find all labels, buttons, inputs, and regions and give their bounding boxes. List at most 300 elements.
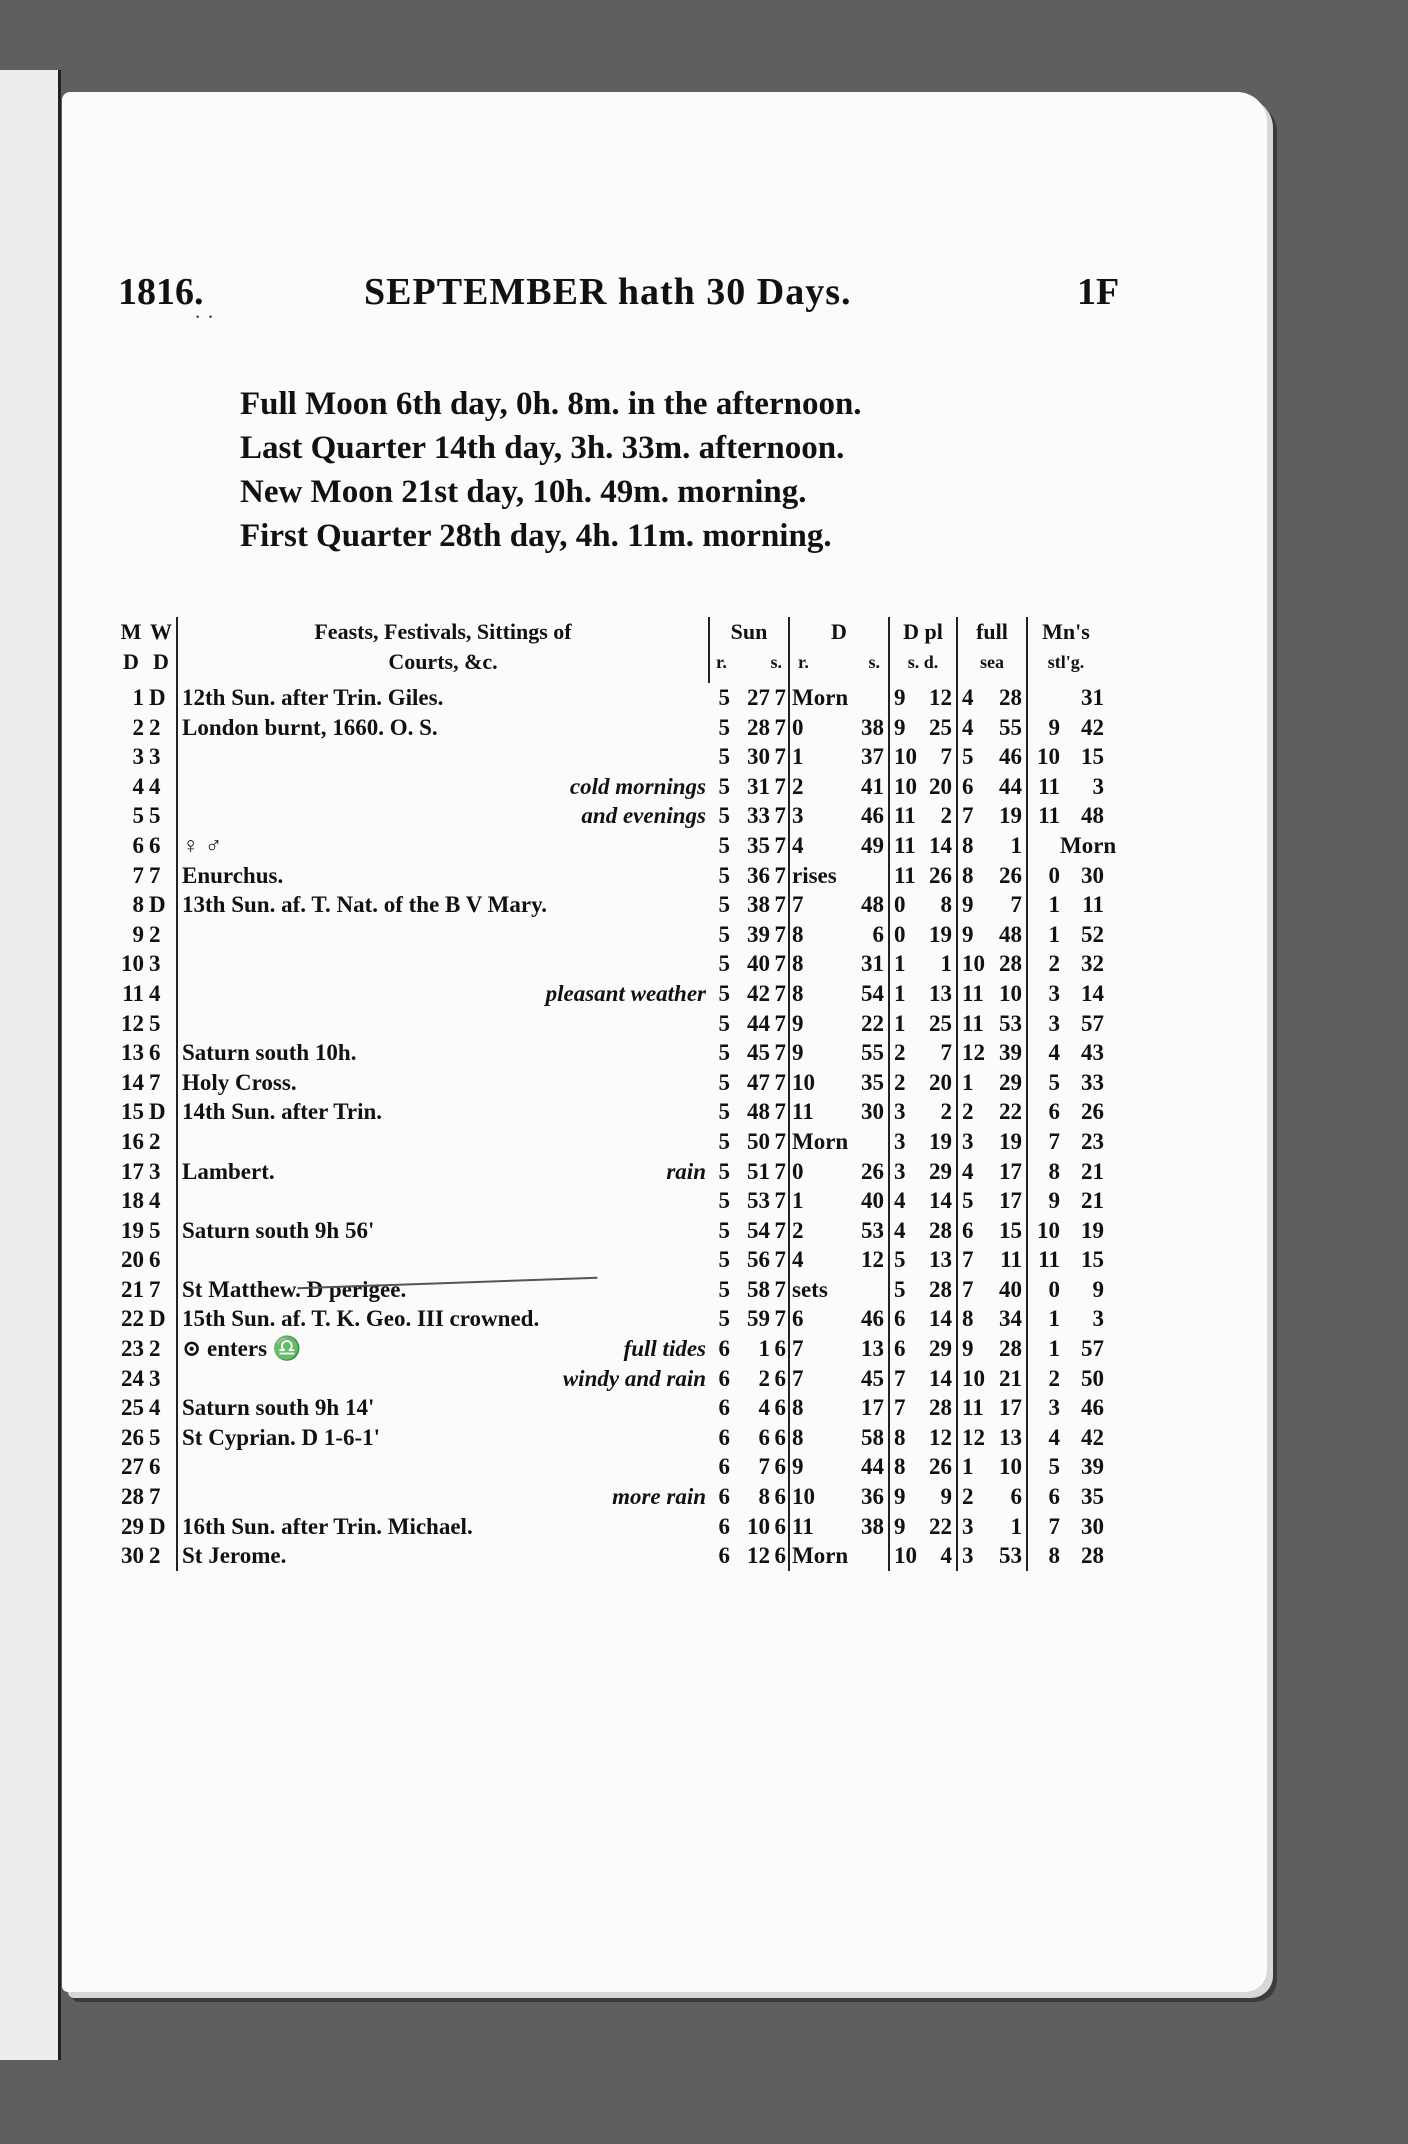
header-moon-place: D pl s. d. bbox=[890, 617, 958, 683]
cell-moon-place-sign: 9 bbox=[894, 714, 906, 740]
table-row bbox=[116, 1216, 1264, 1246]
cell-sun-set: 6 bbox=[770, 1423, 790, 1453]
table-row bbox=[116, 1275, 1264, 1305]
feast-text: Holy Cross. bbox=[182, 1069, 297, 1095]
cell-moon-place-sign: 1 bbox=[894, 980, 906, 1006]
cell-southing-minute: 35 bbox=[1081, 1484, 1104, 1510]
cell-moon-place-degree: 19 bbox=[916, 1127, 958, 1157]
cell-feast bbox=[178, 1393, 708, 1423]
cell-week-day: 4 bbox=[146, 772, 178, 802]
cell-moon-place-degree: 14 bbox=[916, 1364, 958, 1394]
cell-southing-minute: 30 bbox=[1081, 1513, 1104, 1539]
cell-moon-rise: 0 bbox=[792, 1158, 804, 1184]
cell-month-day: 28 bbox=[121, 1484, 144, 1510]
weather-note: full tides bbox=[623, 1336, 706, 1362]
cell-sun-minute: 1 bbox=[758, 1336, 770, 1362]
almanac-table bbox=[116, 617, 1264, 1571]
cell-sun-set: 7 bbox=[770, 890, 790, 920]
table-row bbox=[116, 1068, 1264, 1098]
cell-full-sea-minute: 44 bbox=[988, 772, 1028, 802]
feast-text: 15th Sun. af. T. K. Geo. III crowned. bbox=[182, 1306, 540, 1332]
cell-sun-set: 7 bbox=[770, 683, 790, 713]
cell-sun-minute: 35 bbox=[747, 832, 770, 858]
cell-sun-rise: 5 bbox=[718, 1217, 730, 1243]
cell-month-day: 25 bbox=[121, 1395, 144, 1421]
cell-sun-rise: 5 bbox=[718, 832, 730, 858]
table-row bbox=[116, 1482, 1264, 1512]
table-row bbox=[116, 1127, 1264, 1157]
cell-full-sea-hour: 4 bbox=[962, 685, 974, 710]
cell-sun-rise: 6 bbox=[718, 1454, 730, 1480]
cell-sun-rise: 5 bbox=[718, 892, 730, 918]
cell-sun-minute: 56 bbox=[747, 1247, 770, 1273]
cell-sun-rise: 6 bbox=[718, 1336, 730, 1362]
page-header bbox=[62, 270, 1267, 330]
cell-feast bbox=[178, 1423, 708, 1453]
cell-moon-set: 54 bbox=[848, 979, 890, 1009]
cell-moon-place-degree: 7 bbox=[916, 742, 958, 772]
cell-week-day: D bbox=[146, 890, 178, 920]
feast-text: 13th Sun. af. T. Nat. of the B V Mary. bbox=[182, 892, 548, 918]
cell-week-day: D bbox=[146, 683, 178, 713]
cell-moon-set: 36 bbox=[848, 1482, 890, 1512]
cell-moon-rise: 3 bbox=[792, 803, 804, 829]
cell-southing-hour: 6 bbox=[1048, 1099, 1060, 1125]
cell-southing-minute: 26 bbox=[1081, 1099, 1104, 1125]
cell-moon-set: 46 bbox=[848, 1304, 890, 1334]
cell-sun-minute: 53 bbox=[747, 1188, 770, 1214]
cell-full-sea-minute: 28 bbox=[988, 1334, 1028, 1364]
cell-sun-set: 7 bbox=[770, 979, 790, 1009]
cell-sun-rise: 5 bbox=[718, 1276, 730, 1302]
cell-feast bbox=[178, 801, 708, 831]
cell-southing-minute: 42 bbox=[1081, 714, 1104, 740]
cell-full-sea-minute: 19 bbox=[988, 801, 1028, 831]
cell-sun-minute: 2 bbox=[758, 1365, 770, 1391]
cell-southing-minute: 52 bbox=[1081, 921, 1104, 947]
table-row bbox=[116, 683, 1264, 713]
cell-southing-minute: 57 bbox=[1081, 1336, 1104, 1362]
cell-moon-place-degree: 14 bbox=[916, 1304, 958, 1334]
cell-full-sea-minute: 21 bbox=[988, 1364, 1028, 1394]
cell-full-sea-hour: 11 bbox=[962, 980, 984, 1006]
cell-moon-place-sign: 8 bbox=[894, 1454, 906, 1480]
feast-text: ♀ ♂ bbox=[182, 832, 223, 858]
cell-moon-rise: 9 bbox=[792, 1010, 804, 1036]
cell-month-day: 22 bbox=[121, 1306, 144, 1332]
cell-moon-place-degree: 29 bbox=[916, 1157, 958, 1187]
cell-sun-set: 6 bbox=[770, 1452, 790, 1482]
cell-southing-hour: 8 bbox=[1048, 1543, 1060, 1569]
cell-moon-place-degree: 2 bbox=[916, 801, 958, 831]
feast-text: Enurchus. bbox=[182, 862, 284, 888]
cell-moon-rise: 4 bbox=[792, 832, 804, 858]
cell-moon-place-degree: 2 bbox=[916, 1097, 958, 1127]
cell-feast bbox=[178, 742, 708, 772]
cell-full-sea-hour: 11 bbox=[962, 1010, 984, 1036]
feast-text: 14th Sun. after Trin. bbox=[182, 1099, 383, 1125]
cell-full-sea-hour: 6 bbox=[962, 773, 974, 799]
cell-sun-set: 7 bbox=[770, 1127, 790, 1157]
cell-sun-set: 7 bbox=[770, 1304, 790, 1334]
cell-southing-minute: 9 bbox=[1092, 1276, 1104, 1302]
cell-sun-minute: 51 bbox=[747, 1158, 770, 1184]
cell-moon-rise: 8 bbox=[792, 951, 804, 977]
cell-sun-rise: 5 bbox=[718, 1247, 730, 1273]
weather-note: rain bbox=[666, 1158, 706, 1184]
phase-new-moon: New Moon 21st day, 10h. 49m. morning. bbox=[240, 474, 807, 510]
cell-month-day: 1 bbox=[132, 685, 144, 710]
header-moon: D r. s. bbox=[790, 617, 890, 683]
cell-sun-minute: 40 bbox=[747, 951, 770, 977]
cell-week-day: D bbox=[146, 1097, 178, 1127]
header-year: 1816. bbox=[118, 271, 204, 313]
cell-week-day: 5 bbox=[146, 1216, 178, 1246]
cell-sun-minute: 30 bbox=[747, 744, 770, 770]
cell-moon-set: 38 bbox=[848, 713, 890, 743]
cell-sun-rise: 6 bbox=[718, 1543, 730, 1569]
cell-moon-set: 45 bbox=[848, 1364, 890, 1394]
cell-feast bbox=[178, 713, 708, 743]
cell-moon-place-sign: 10 bbox=[894, 773, 917, 799]
cell-moon-place-degree: 7 bbox=[916, 1038, 958, 1068]
cell-moon-rise: 1 bbox=[792, 1188, 804, 1214]
cell-moon-set: 38 bbox=[848, 1512, 890, 1542]
cell-southing-hour bbox=[1028, 683, 1060, 713]
header-feasts: Feasts, Festivals, Sittings of Courts, &c. bbox=[314, 619, 572, 674]
moon-phases bbox=[240, 382, 862, 558]
cell-moon-rise: 11 bbox=[792, 1513, 814, 1539]
cell-sun-minute: 10 bbox=[747, 1513, 770, 1539]
cell-week-day: 3 bbox=[146, 949, 178, 979]
cell-month-day: 6 bbox=[132, 832, 144, 858]
cell-moon-rise: Morn bbox=[792, 1128, 849, 1154]
feast-text: Lambert. bbox=[182, 1158, 275, 1184]
cell-southing-minute: 3 bbox=[1092, 1306, 1104, 1332]
cell-full-sea-hour: 3 bbox=[962, 1128, 974, 1154]
cell-sun-set: 6 bbox=[770, 1482, 790, 1512]
table-row bbox=[116, 1393, 1264, 1423]
cell-sun-set: 7 bbox=[770, 742, 790, 772]
cell-moon-place-degree: 13 bbox=[916, 1245, 958, 1275]
cell-sun-set: 6 bbox=[770, 1334, 790, 1364]
cell-full-sea-hour: 7 bbox=[962, 1247, 974, 1273]
cell-full-sea-hour: 3 bbox=[962, 1543, 974, 1569]
cell-month-day: 26 bbox=[121, 1424, 144, 1450]
cell-sun-minute: 59 bbox=[747, 1306, 770, 1332]
cell-week-day: 2 bbox=[146, 1127, 178, 1157]
feast-text: Saturn south 10h. bbox=[182, 1040, 357, 1066]
cell-moon-place-degree: 28 bbox=[916, 1393, 958, 1423]
table-row bbox=[116, 713, 1264, 743]
table-row bbox=[116, 979, 1264, 1009]
cell-full-sea-hour: 7 bbox=[962, 803, 974, 829]
cell-sun-set: 7 bbox=[770, 1068, 790, 1098]
cell-moon-place-sign: 6 bbox=[894, 1336, 906, 1362]
cell-moon-set bbox=[848, 1541, 890, 1571]
cell-full-sea-minute: 1 bbox=[988, 831, 1028, 861]
weather-note: pleasant weather bbox=[545, 980, 706, 1006]
cell-week-day: 6 bbox=[146, 1245, 178, 1275]
feast-text: 12th Sun. after Trin. Giles. bbox=[182, 685, 444, 710]
header-month-day: M D bbox=[120, 619, 142, 674]
weather-note: more rain bbox=[612, 1484, 706, 1510]
feast-text: St Cyprian. D 1-6-1' bbox=[182, 1424, 381, 1450]
cell-sun-rise: 5 bbox=[718, 714, 730, 740]
cell-moon-set: 30 bbox=[848, 1097, 890, 1127]
cell-southing-hour: 2 bbox=[1048, 1365, 1060, 1391]
cell-sun-set: 7 bbox=[770, 1157, 790, 1187]
cell-sun-minute: 4 bbox=[758, 1395, 770, 1421]
cell-month-day: 16 bbox=[121, 1128, 144, 1154]
cell-moon-place-sign: 3 bbox=[894, 1158, 906, 1184]
table-row bbox=[116, 1245, 1264, 1275]
cell-feast bbox=[178, 831, 708, 861]
cell-moon-set: 35 bbox=[848, 1068, 890, 1098]
cell-week-day: D bbox=[146, 1512, 178, 1542]
cell-sun-rise: 6 bbox=[718, 1424, 730, 1450]
cell-moon-place-sign: 10 bbox=[894, 744, 917, 770]
cell-moon-set: 6 bbox=[848, 920, 890, 950]
cell-moon-place-degree: 9 bbox=[916, 1482, 958, 1512]
table-row bbox=[116, 890, 1264, 920]
cell-moon-place-sign: 4 bbox=[894, 1188, 906, 1214]
cell-week-day: 3 bbox=[146, 1364, 178, 1394]
cell-full-sea-minute: 7 bbox=[988, 890, 1028, 920]
cell-full-sea-hour: 9 bbox=[962, 1336, 974, 1362]
cell-full-sea-minute: 46 bbox=[988, 742, 1028, 772]
cell-feast bbox=[178, 1186, 708, 1216]
cell-southing-hour: 3 bbox=[1048, 1395, 1060, 1421]
cell-moon-rise: 4 bbox=[792, 1247, 804, 1273]
cell-feast bbox=[178, 920, 708, 950]
cell-sun-rise: 5 bbox=[718, 803, 730, 829]
cell-southing-minute: 48 bbox=[1081, 803, 1104, 829]
cell-southing-hour: 5 bbox=[1048, 1454, 1060, 1480]
cell-sun-minute: 7 bbox=[758, 1454, 770, 1480]
cell-southing-minute: 33 bbox=[1081, 1069, 1104, 1095]
cell-moon-place-degree: 14 bbox=[916, 831, 958, 861]
cell-southing-minute: 21 bbox=[1081, 1188, 1104, 1214]
cell-moon-set bbox=[848, 1275, 890, 1305]
table-header bbox=[116, 617, 1264, 683]
cell-full-sea-hour: 1 bbox=[962, 1069, 974, 1095]
cell-moon-place-degree: 25 bbox=[916, 1009, 958, 1039]
cell-feast bbox=[178, 1334, 708, 1364]
cell-sun-set: 7 bbox=[770, 772, 790, 802]
cell-sun-set: 6 bbox=[770, 1541, 790, 1571]
cell-southing-hour: 3 bbox=[1048, 980, 1060, 1006]
cell-full-sea-minute: 6 bbox=[988, 1482, 1028, 1512]
cell-moon-place-sign: 0 bbox=[894, 921, 906, 947]
feast-text: 16th Sun. after Trin. Michael. bbox=[182, 1513, 473, 1539]
cell-southing-hour: 3 bbox=[1048, 1010, 1060, 1036]
cell-moon-place-sign: 3 bbox=[894, 1128, 906, 1154]
cell-month-day: 13 bbox=[121, 1040, 144, 1066]
cell-sun-minute: 12 bbox=[747, 1543, 770, 1569]
cell-moon-place-sign: 7 bbox=[894, 1365, 906, 1391]
cell-month-day: 27 bbox=[121, 1454, 144, 1480]
header-title: SEPTEMBER hath 30 Days. bbox=[364, 271, 852, 313]
cell-moon-rise: 2 bbox=[792, 1217, 804, 1243]
cell-sun-minute: 44 bbox=[747, 1010, 770, 1036]
cell-moon-rise: 7 bbox=[792, 1365, 804, 1391]
cell-sun-rise: 5 bbox=[718, 1128, 730, 1154]
cell-southing-minute: 57 bbox=[1081, 1010, 1104, 1036]
table-row bbox=[116, 949, 1264, 979]
cell-sun-set: 7 bbox=[770, 861, 790, 891]
cell-moon-set: 44 bbox=[848, 1452, 890, 1482]
cell-sun-set: 7 bbox=[770, 1216, 790, 1246]
cell-moon-set: 41 bbox=[848, 772, 890, 802]
cell-sun-rise: 5 bbox=[718, 773, 730, 799]
cell-moon-place-degree: 14 bbox=[916, 1186, 958, 1216]
cell-sun-rise: 6 bbox=[718, 1484, 730, 1510]
cell-full-sea-hour: 7 bbox=[962, 1276, 974, 1302]
cell-full-sea-hour: 8 bbox=[962, 832, 974, 858]
header-moon-southing: Mn's stl'g. bbox=[1042, 619, 1090, 672]
cell-moon-rise: 0 bbox=[792, 714, 804, 740]
cell-moon-place-degree: 20 bbox=[916, 1068, 958, 1098]
cell-sun-set: 7 bbox=[770, 1275, 790, 1305]
cell-sun-rise: 5 bbox=[718, 685, 730, 710]
cell-sun-set: 7 bbox=[770, 1186, 790, 1216]
cell-sun-set: 7 bbox=[770, 920, 790, 950]
cell-moon-set bbox=[848, 861, 890, 891]
cell-week-day: 6 bbox=[146, 831, 178, 861]
cell-feast bbox=[178, 949, 708, 979]
table-row bbox=[116, 1097, 1264, 1127]
cell-sun-minute: 48 bbox=[747, 1099, 770, 1125]
cell-full-sea-minute: 29 bbox=[988, 1068, 1028, 1098]
cell-moon-set: 48 bbox=[848, 890, 890, 920]
cell-full-sea-minute: 28 bbox=[988, 949, 1028, 979]
cell-sun-set: 6 bbox=[770, 1364, 790, 1394]
feast-text: London burnt, 1660. O. S. bbox=[182, 714, 438, 740]
cell-sun-rise: 5 bbox=[718, 862, 730, 888]
cell-moon-set: 40 bbox=[848, 1186, 890, 1216]
almanac-page bbox=[62, 92, 1267, 1992]
cell-feast bbox=[178, 1452, 708, 1482]
cell-feast bbox=[178, 861, 708, 891]
cell-feast bbox=[178, 772, 708, 802]
cell-moon-place-sign: 9 bbox=[894, 1513, 906, 1539]
cell-southing-hour: 4 bbox=[1048, 1424, 1060, 1450]
cell-sun-minute: 31 bbox=[747, 773, 770, 799]
cell-sun-set: 7 bbox=[770, 1245, 790, 1275]
table-row bbox=[116, 772, 1264, 802]
adjacent-page-edge bbox=[0, 70, 61, 2060]
cell-week-day: 7 bbox=[146, 861, 178, 891]
cell-moon-place-sign: 1 bbox=[894, 951, 906, 977]
cell-sun-rise: 5 bbox=[718, 1306, 730, 1332]
cell-moon-place-degree: 8 bbox=[916, 890, 958, 920]
cell-sun-minute: 47 bbox=[747, 1069, 770, 1095]
cell-full-sea-hour: 4 bbox=[962, 714, 974, 740]
weather-note: windy and rain bbox=[562, 1365, 706, 1391]
cell-southing-hour: 7 bbox=[1048, 1128, 1060, 1154]
cell-southing-hour: 8 bbox=[1048, 1158, 1060, 1184]
table-row bbox=[116, 1364, 1264, 1394]
cell-sun-minute: 45 bbox=[747, 1040, 770, 1066]
cell-moon-place-sign: 3 bbox=[894, 1099, 906, 1125]
table-row bbox=[116, 1038, 1264, 1068]
cell-sun-rise: 5 bbox=[718, 1069, 730, 1095]
cell-moon-place-degree: 25 bbox=[916, 713, 958, 743]
cell-sun-rise: 5 bbox=[718, 951, 730, 977]
cell-moon-rise: 8 bbox=[792, 1395, 804, 1421]
cell-full-sea-minute: 17 bbox=[988, 1186, 1028, 1216]
cell-moon-set: 12 bbox=[848, 1245, 890, 1275]
cell-week-day: 2 bbox=[146, 1541, 178, 1571]
cell-moon-place-sign: 9 bbox=[894, 1484, 906, 1510]
table-row bbox=[116, 1512, 1264, 1542]
cell-moon-rise: 1 bbox=[792, 744, 804, 770]
cell-full-sea-hour: 12 bbox=[962, 1424, 985, 1450]
cell-moon-place-sign: 4 bbox=[894, 1217, 906, 1243]
cell-southing-hour: 10 bbox=[1037, 744, 1060, 770]
cell-week-day: 5 bbox=[146, 1009, 178, 1039]
cell-feast bbox=[178, 890, 708, 920]
cell-full-sea-minute: 17 bbox=[988, 1393, 1028, 1423]
cell-full-sea-hour: 2 bbox=[962, 1484, 974, 1510]
table-row bbox=[116, 1334, 1264, 1364]
cell-week-day: 6 bbox=[146, 1452, 178, 1482]
cell-moon-set: 46 bbox=[848, 801, 890, 831]
cell-moon-place-degree: 19 bbox=[916, 920, 958, 950]
cell-week-day: 7 bbox=[146, 1068, 178, 1098]
cell-moon-place-degree: 22 bbox=[916, 1512, 958, 1542]
cell-month-day: 12 bbox=[121, 1010, 144, 1036]
cell-moon-rise: 10 bbox=[792, 1069, 815, 1095]
cell-southing-hour: 6 bbox=[1048, 1484, 1060, 1510]
cell-moon-place-sign: 2 bbox=[894, 1040, 906, 1066]
cell-southing-hour: 9 bbox=[1048, 1188, 1060, 1214]
feast-text: Saturn south 9h 14' bbox=[182, 1395, 375, 1421]
cell-southing-minute: 14 bbox=[1081, 980, 1104, 1006]
cell-moon-place-degree: 20 bbox=[916, 772, 958, 802]
cell-full-sea-hour: 1 bbox=[962, 1454, 974, 1480]
cell-moon-place-degree: 12 bbox=[916, 683, 958, 713]
cell-full-sea-minute: 26 bbox=[988, 861, 1028, 891]
cell-moon-place-degree: 1 bbox=[916, 949, 958, 979]
table-row bbox=[116, 1186, 1264, 1216]
cell-sun-rise: 5 bbox=[718, 1040, 730, 1066]
cell-full-sea-minute: 1 bbox=[988, 1512, 1028, 1542]
cell-moon-rise: rises bbox=[792, 862, 837, 888]
cell-month-day: 5 bbox=[132, 803, 144, 829]
feast-text: St Matthew. D perigee. bbox=[182, 1276, 407, 1302]
cell-month-day: 19 bbox=[121, 1217, 144, 1243]
cell-sun-set: 7 bbox=[770, 801, 790, 831]
cell-moon-set: 55 bbox=[848, 1038, 890, 1068]
cell-moon-set: 37 bbox=[848, 742, 890, 772]
feast-text: St Jerome. bbox=[182, 1543, 287, 1569]
cell-moon-place-degree: 26 bbox=[916, 861, 958, 891]
cell-sun-set: 6 bbox=[770, 1512, 790, 1542]
cell-moon-set bbox=[848, 683, 890, 713]
cell-full-sea-hour: 9 bbox=[962, 921, 974, 947]
cell-week-day: 3 bbox=[146, 742, 178, 772]
cell-month-day: 29 bbox=[121, 1513, 144, 1539]
cell-month-day: 2 bbox=[132, 714, 144, 740]
cell-sun-minute: 39 bbox=[747, 921, 770, 947]
cell-moon-place-sign: 7 bbox=[894, 1395, 906, 1421]
cell-moon-place-degree: 13 bbox=[916, 979, 958, 1009]
cell-moon-rise: 9 bbox=[792, 1454, 804, 1480]
cell-sun-minute: 54 bbox=[747, 1217, 770, 1243]
cell-moon-place-sign: 5 bbox=[894, 1276, 906, 1302]
